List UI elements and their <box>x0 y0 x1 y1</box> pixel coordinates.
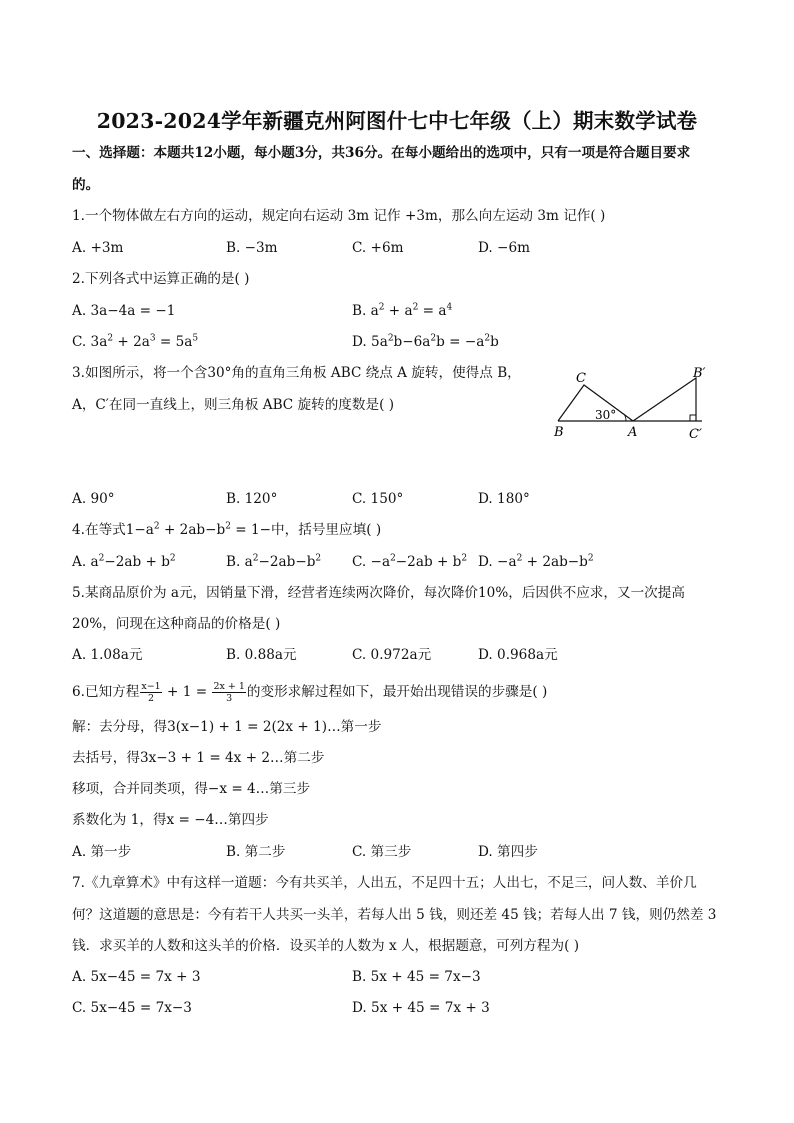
question-3-stem: 3.如图所示，将一个含30°角的直角三角板 ABC 绕点 A 旋转，使得点 B， <box>72 365 521 381</box>
page-title: 2023-2024学年新疆克州阿图什七中七年级（上）期末数学试卷 <box>96 109 698 133</box>
q6-step-1: 解：去分母，得3(x−1) + 1 = 2(2x + 1)…第一步 <box>72 719 382 735</box>
q2-option-b: B. $a^2 + a^2 = a^4$ <box>352 302 453 319</box>
q6-step-2: 去括号，得3x−3 + 1 = 4x + 2…第二步 <box>72 750 325 766</box>
q1-option-c: C. +6m <box>352 240 404 256</box>
q7-option-a: A. 5x−45 = 7x + 3 <box>72 969 201 985</box>
triangle-abprime-cprime <box>633 378 696 421</box>
q6-option-b: B. 第二步 <box>226 844 286 860</box>
right-angle-mark <box>690 415 696 421</box>
section-header: 一、选择题：本题共12小题，每小题3分，共36分。在每小题给出的选项中，只有一项是符合题目要求 <box>72 145 691 161</box>
question-3-stem-cont: A，C′在同一直线上，则三角板 ABC 旋转的度数是( ) <box>72 397 395 413</box>
label-c: C <box>576 371 586 386</box>
q4-option-a: A. $a^2-2ab + b^2$ <box>72 553 176 570</box>
q7-option-b: B. 5x + 45 = 7x−3 <box>352 969 481 985</box>
q7-option-c: C. 5x−45 = 7x−3 <box>72 1000 192 1016</box>
fraction-1: $\frac{x-1}{2}$ <box>141 681 161 704</box>
q6-step-4: 系数化为 1，得x = −4…第四步 <box>72 812 269 828</box>
q6-option-a: A. 第一步 <box>72 844 132 860</box>
q3-option-a: A. 90° <box>72 491 115 507</box>
q4-option-c: C. $-a^2-2ab + b^2$ <box>352 553 468 570</box>
label-b-prime: B′ <box>693 366 706 381</box>
label-a: A <box>628 425 638 440</box>
label-c-prime: C′ <box>689 427 702 442</box>
q1-option-b: B. −3m <box>226 240 278 256</box>
q1-option-d: D. −6m <box>478 240 530 256</box>
q3-option-d: D. 180° <box>478 491 530 507</box>
question-7-stem: 7.《九章算术》中有这样一道题：今有共买羊，人出五，不足四十五；人出七，不足三，问人数、羊价几 <box>72 875 697 891</box>
q1-option-a: A. +3m <box>72 240 124 256</box>
q4-option-d: D. $-a^2 + 2ab-b^2$ <box>478 553 594 570</box>
question-7-stem-cont: 何？这道题的意思是：今有若干人共买一头羊，若每人出 5 钱，则还差 45 钱；若每人出 7 钱，则仍然差 3 <box>72 907 717 923</box>
section-header-cont: 的。 <box>72 177 100 193</box>
q5-option-d: D. 0.968a元 <box>478 647 558 663</box>
q6-step-3: 移项，合并同类项，得−x = 4…第三步 <box>72 781 311 797</box>
question-5-stem: 5.某商品原价为 a元，因销量下滑，经营者连续两次降价，每次降价10%，后因供不应求，又一次提高 <box>72 585 685 601</box>
q5-option-c: C. 0.972a元 <box>352 647 432 663</box>
question-1-stem: 1.一个物体做左右方向的运动，规定向右运动 3m 记作 +3m，那么向左运动 3m 记作( ) <box>72 208 606 224</box>
q4-option-b: B. $a^2-2ab-b^2$ <box>226 553 322 570</box>
q6-option-c: C. 第三步 <box>352 844 412 860</box>
label-b: B <box>554 425 564 440</box>
question-2-stem: 2.下列各式中运算正确的是( ) <box>72 271 250 287</box>
q6-option-d: D. 第四步 <box>478 844 538 860</box>
question-4-stem: 4.在等式$1-a^2 + 2ab-b^2 = 1-$中，括号里应填( ) <box>72 521 382 538</box>
triangle-rotation-figure <box>548 360 728 446</box>
q3-option-c: C. 150° <box>352 491 404 507</box>
question-5-stem-cont: 20%，问现在这种商品的价格是( ) <box>72 616 281 632</box>
q2-option-c: C. $3a^2 + 2a^3 = 5a^5$ <box>72 333 199 350</box>
q5-option-a: A. 1.08a元 <box>72 647 143 663</box>
question-7-stem-cont-2: 钱．求买羊的人数和这头羊的价格．设买羊的人数为 x 人，根据题意，可列方程为( ) <box>72 938 580 954</box>
q7-option-d: D. 5x + 45 = 7x + 3 <box>352 1000 490 1016</box>
q2-option-d: D. $5a^2b-6a^2b = -a^2b$ <box>352 333 499 350</box>
q2-option-a: A. 3a−4a = −1 <box>72 303 176 319</box>
angle-label: 30° <box>595 408 617 422</box>
question-6-stem: 6.已知方程 $\frac{x-1}{2}$ + 1 = $\frac{2x + 1}{3}$ 的变形求解过程如下，最开始出现错误的步骤是( ) <box>72 681 548 704</box>
fraction-2: $\frac{2x + 1}{3}$ <box>213 681 245 704</box>
q3-option-b: B. 120° <box>226 491 278 507</box>
q5-option-b: B. 0.88a元 <box>226 647 297 663</box>
